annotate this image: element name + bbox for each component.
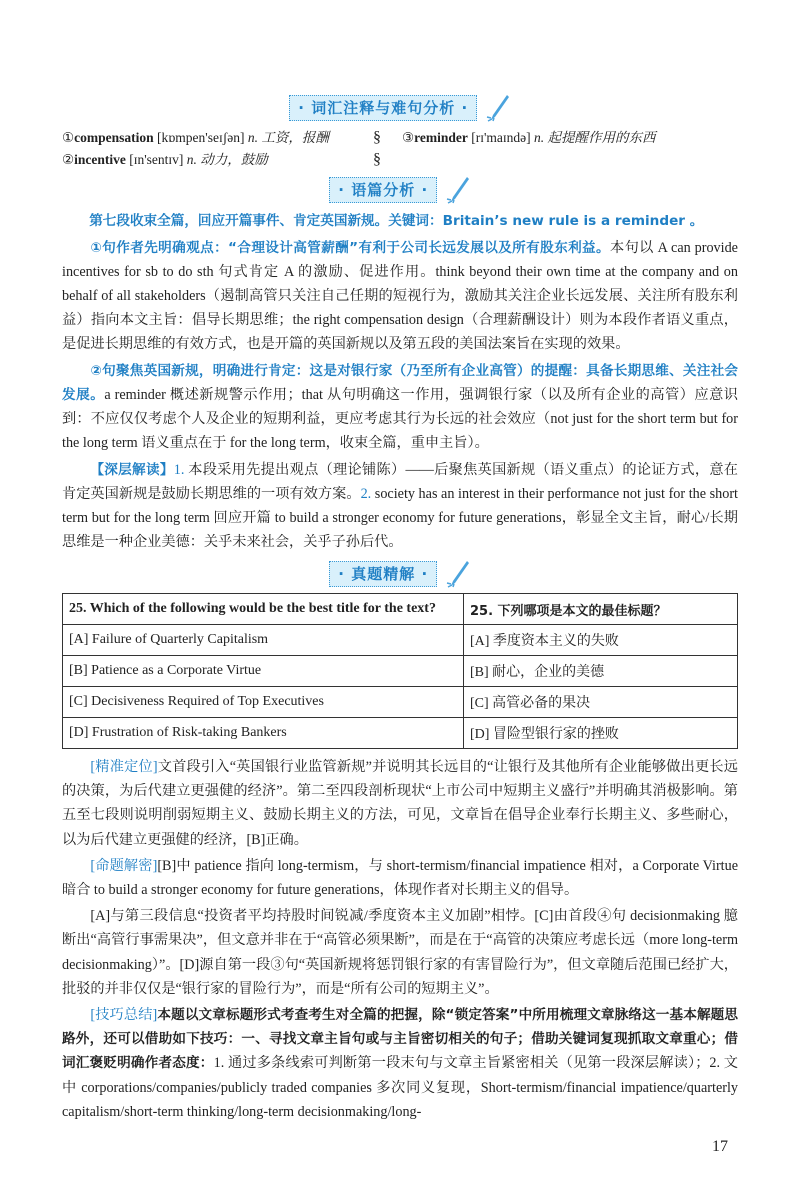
pen-icon [445,175,471,205]
table-row: [D] Frustration of Risk-taking Bankers [D] 冒险型银行家的挫败 [63,718,738,749]
deep-reading: 【深层解读】1. 本段采用先提出观点（理论铺陈）——后聚焦英国新规（语义重点）的论证方式，意在肯定英国新规是鼓励长期思维的一项有效方案。2. society has an interest in their performance not just for the short term but for the long term 回应开篇 to build a stronger economy for future generations，彰显全文主旨，耐心/长期思维是一种企业美德：关乎未来社会，关乎子孙后代。 [62,461,738,551]
vocab-item: ②incentive [ɪn'sentɪv] n. 动力，鼓励 [62,151,268,167]
vocab-list [62,127,738,171]
section-header-exam [62,558,738,589]
section-header-vocab [62,92,738,123]
section-title: · 真题精解 · [329,561,437,587]
pen-icon [445,559,471,589]
divider-squiggle: § § [373,128,381,168]
page-number: 17 [712,1138,728,1156]
sentence-1-analysis: ①句作者先明确观点：“合理设计高管薪酬”有利于公司长远发展以及所有股东利益。本句以 A can provide incentives for sb to do sth 句式肯定 A 的激励、促进作用。think beyond their own time at the company and on behalf of all stakeholders（遏制高管只关注自己任期的短视行为，激励其关注企业长远发展、关注所有股东利益）指向本文主旨：倡导长期思维；the right compensation design（合理薪酬设计）则为本段作者语义重点，是促进长期思维的有效方式，也是开篇的英国新规以及第五段的美国法案旨在实现的效果。 [62,239,738,353]
technique-summary: [技巧总结]本题以文章标题形式考查考生对全篇的把握，除“锁定答案”中所用梳理文章脉络这一基本解题思路外，还可以借助如下技巧：一、寻找文章主旨句或与主旨密切相关的句子；借助关键词复现抓取文章重心；借词汇褒贬明确作者态度：1. 通过多条线索可判断第一段末句与文章主旨紧密相关（见第一段深层解读）；2. 文中 corporations/companies/publicly traded companies 多次同义复现，Short-termism/financial impatience/quarterly capitalism/short-term thinking/long-term decisionmaking/long- [62,1007,739,1120]
sentence-2-analysis: ②句聚焦英国新规，明确进行肯定：这是对银行家（乃至所有企业高管）的提醒：具备长期思维、关注社会发展。a reminder 概述新规警示作用；that 从句明确这一作用，强调银行家（以及所有企业的高管）应意识到：不应仅仅考虑个人及企业的短期利益，更应考虑其行为长远的社会效应（not just for the short term but for the long term 语义重点在于 for the long term，收束全篇，重申主旨）。 [62,362,738,452]
pen-icon [485,93,511,123]
precise-location: [精准定位]文首段引入“英国银行业监管新规”并说明其长远目的“让银行及其他所有企业能够做出更长远的决策，为后代建立更强健的经济”。第二至四段剖析现状“上市公司中短期主义盛行”并明确其消极影响。第五至七段则说明削弱短期主义、鼓励长期主义的方法，可见，文章旨在倡导企业奉行长期主义、多些耐心，以为后代建立更强健的经济，[B]正确。 [62,759,738,848]
table-row: [B] Patience as a Corporate Virtue [B] 耐心，企业的美德 [63,656,738,687]
section-title: · 语篇分析 · [329,177,437,203]
table-row: [C] Decisiveness Required of Top Executives [C] 高管必备的果决 [63,687,738,718]
wrong-options: [A]与第三段信息“投资者平均持股时间锐减/季度资本主义加剧”相悖。[C]由首段④句 decisionmaking 臆断出“高管行事需果决”，但文意并非在于“高管必须果断”，而是在于“高管的决策应考虑长远（more long-term decisionmaking）”。[D]源自第一段③句“英国新规将惩罚银行家的有害冒险行为”，但文章随后范围已经扩大，批驳的并非仅仅是“银行家的冒险行为”，而是“所有公司的短期主义”。 [62,908,738,997]
question-decode: [命题解密][B]中 patience 指向 long-termism，与 short-termism/financial impatience 相对，a Corporate Virtue 暗合 to build a stronger economy for future generations，体现作者对长期主义的倡导。 [62,857,739,899]
question-table [62,593,738,749]
vocab-item: ①compensation [kɒmpen'seɪʃən] n. 工资，报酬 [62,129,329,145]
discourse-analysis [62,209,738,554]
section-title: · 词汇注释与难句分析 · [289,95,477,121]
table-row: 25. Which of the following would be the best title for the text? 25. 下列哪项是本文的最佳标题？ [63,594,738,625]
discourse-intro: 第七段收束全篇，回应开篇事件、肯定英国新规。关键词：Britain’s new rule is a reminder 。 [89,213,704,230]
section-header-discourse [62,175,738,206]
answer-analysis [62,755,738,1124]
vocab-item: ③reminder [rɪ'maɪndə] n. 起提醒作用的东西 [402,129,656,145]
table-row: [A] Failure of Quarterly Capitalism [A] 季度资本主义的失败 [63,625,738,656]
